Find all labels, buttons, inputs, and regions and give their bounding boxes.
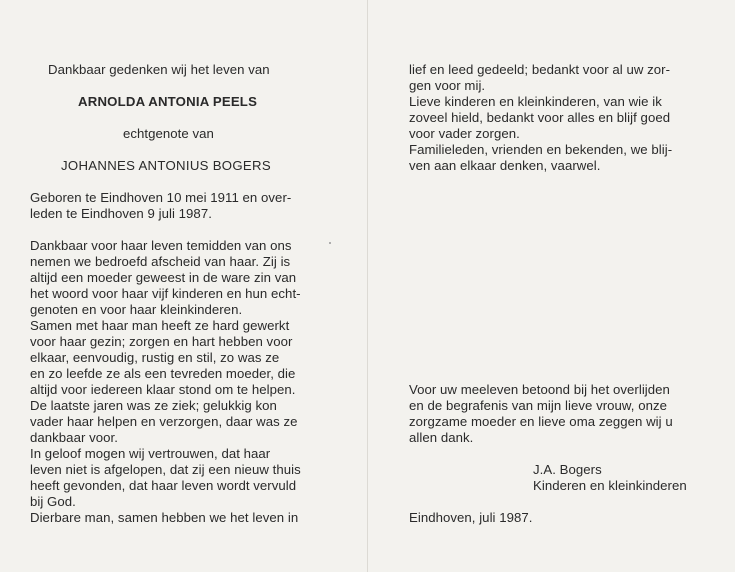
farewell-line: Lieve kinderen en kleinkinderen, van wie ik [409, 94, 662, 109]
eulogy-line: Samen met haar man heeft ze hard gewerkt [30, 318, 290, 333]
eulogy-line: leven niet is afgelopen, dat zij een nieuw thuis [30, 462, 301, 477]
deceased-name: ARNOLDA ANTONIA PEELS [78, 94, 258, 109]
farewell-line: gen voor mij. [409, 78, 486, 93]
farewell-line: Familieleden, vrienden en bekenden, we blij- [409, 142, 673, 157]
eulogy-line: Dierbare man, samen hebben we het leven in [30, 510, 299, 525]
eulogy-line: Dankbaar voor haar leven temidden van ons [30, 238, 292, 253]
eulogy-line: heeft gevonden, dat haar leven wordt vervuld [30, 478, 297, 493]
eulogy-line: voor haar gezin; zorgen en hart hebben voor [30, 334, 293, 349]
spouse-label: echtgenote van [123, 126, 214, 141]
eulogy-line: nemen we bedroefd afscheid van haar. Zij is [30, 254, 291, 269]
thanks-line: en de begrafenis van mijn lieve vrouw, onze [409, 398, 667, 413]
thanks-line: zorgzame moeder en lieve oma zeggen wij u [409, 414, 673, 429]
thanks-line: Voor uw meeleven betoond bij het overlijden [409, 382, 670, 397]
birth-line: leden te Eindhoven 9 juli 1987. [30, 206, 212, 221]
eulogy-line: en zo leefde ze als een tevreden moeder, die [30, 366, 296, 381]
spouse-name: JOHANNES ANTONIUS BOGERS [61, 158, 271, 173]
signature-name: J.A. Bogers [533, 462, 602, 477]
thanks-line: allen dank. [409, 430, 474, 445]
farewell-line: zoveel hield, bedankt voor alles en blijf goed [409, 110, 671, 125]
eulogy-line: altijd een moeder geweest in de ware zin van [30, 270, 297, 285]
eulogy-line: bij God. [30, 494, 76, 509]
right-page [368, 0, 735, 572]
signature-family: Kinderen en kleinkinderen [533, 478, 687, 493]
eulogy-line: dankbaar voor. [30, 430, 118, 445]
eulogy-line: elkaar, eenvoudig, rustig en stil, zo was ze [30, 350, 280, 365]
farewell-line: ven aan elkaar denken, vaarwel. [409, 158, 601, 173]
eulogy-line: vader haar helpen en verzorgen, daar was ze [30, 414, 298, 429]
farewell-line: lief en leed gedeeld; bedankt voor al uw zor- [409, 62, 671, 77]
place-date: Eindhoven, juli 1987. [409, 510, 533, 525]
birth-line: Geboren te Eindhoven 10 mei 1911 en over- [30, 190, 292, 205]
left-page [0, 0, 367, 572]
farewell-line: voor vader zorgen. [409, 126, 520, 141]
eulogy-line: altijd voor iedereen klaar stond om te helpen. [30, 382, 296, 397]
eulogy-line: De laatste jaren was ze ziek; gelukkig kon [30, 398, 277, 413]
eulogy-line: genoten en voor haar kleinkinderen. [30, 302, 243, 317]
intro-text: Dankbaar gedenken wij het leven van [48, 62, 270, 77]
paper-speck [329, 242, 331, 244]
eulogy-line: In geloof mogen wij vertrouwen, dat haar [30, 446, 271, 461]
eulogy-line: het woord voor haar vijf kinderen en hun echt- [30, 286, 301, 301]
